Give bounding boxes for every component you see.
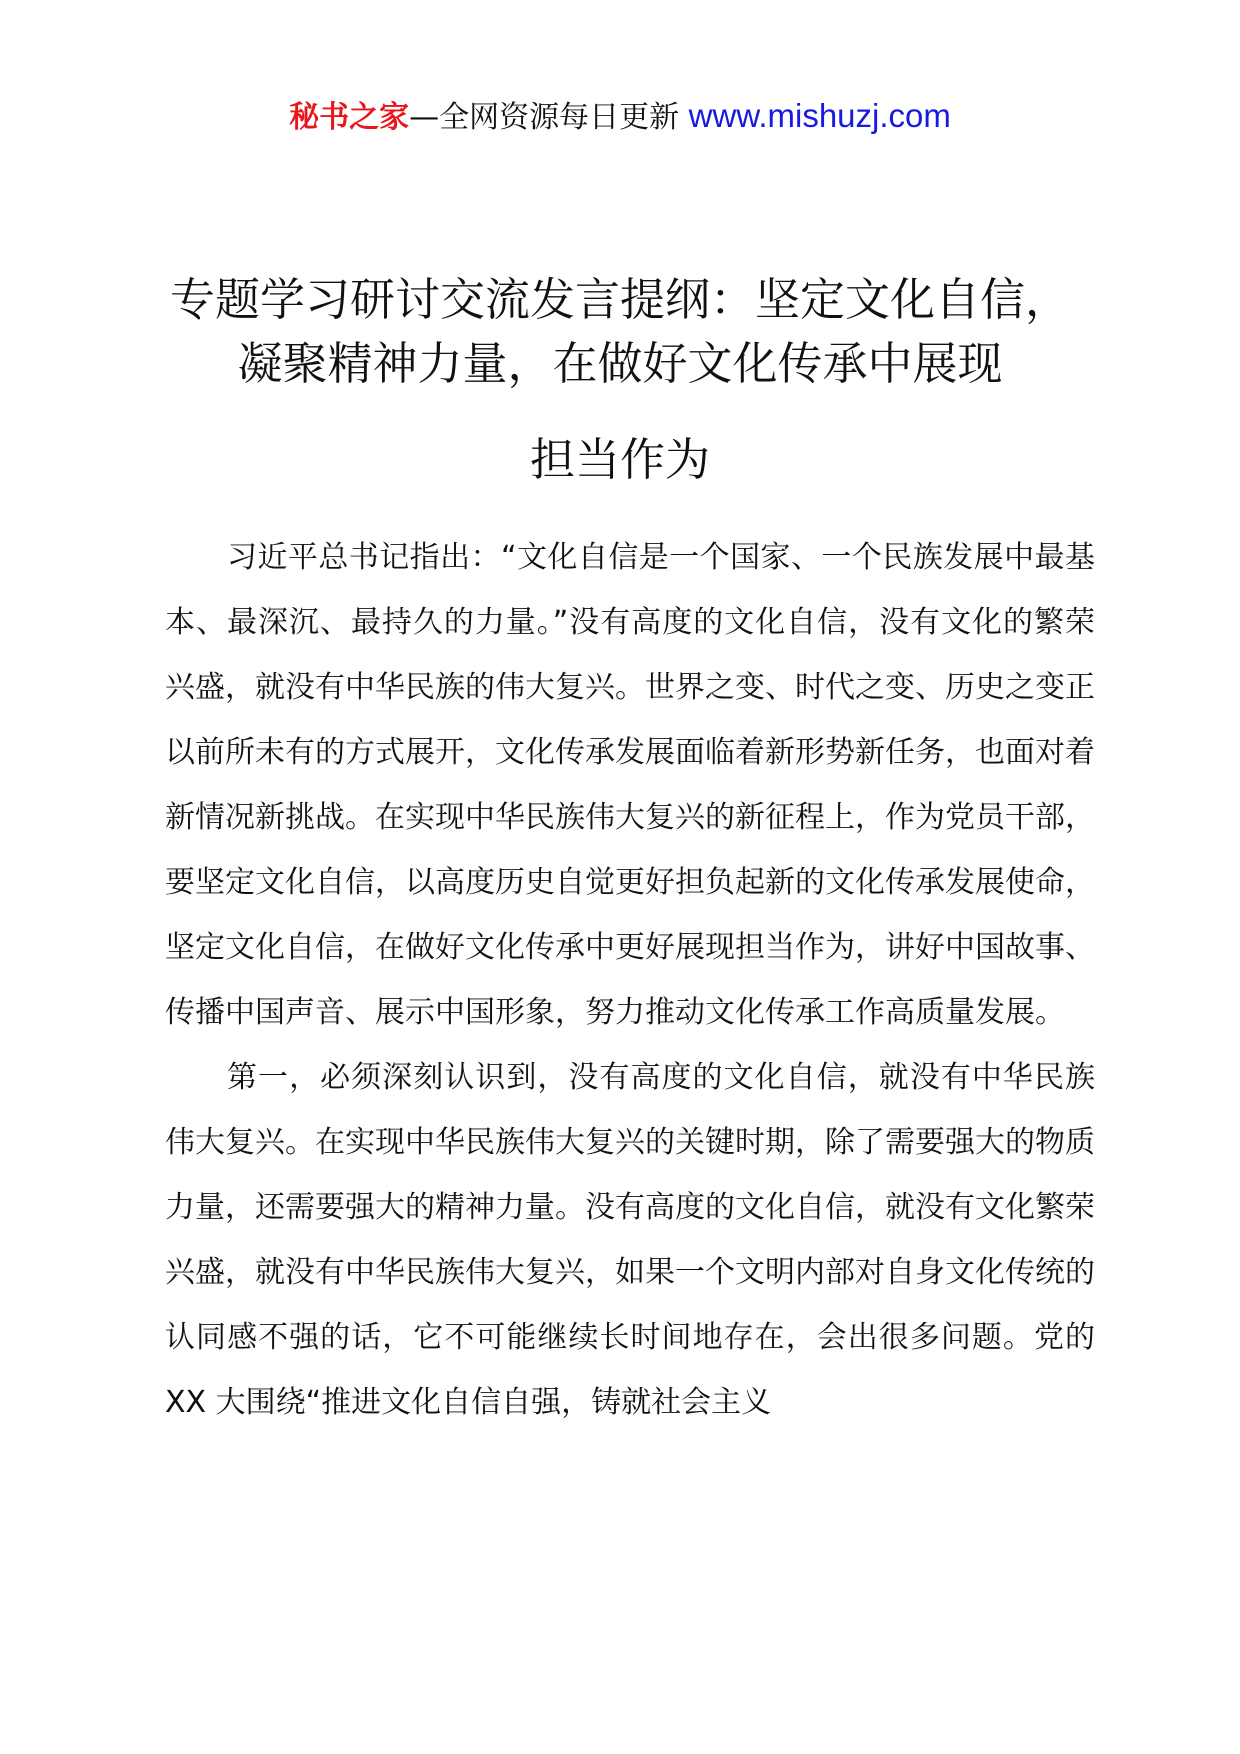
document-body (165, 525, 1095, 1435)
site-url-link[interactable]: www.mishuzj.com (688, 97, 951, 134)
document-title (140, 268, 1100, 492)
header-tagline: —全网资源每日更新 (409, 100, 689, 135)
title-line-1: 专题学习研讨交流发言提纲：坚定文化自信， (169, 273, 1070, 326)
title-line-2: 凝聚精神力量，在做好文化传承中展现 (237, 337, 1003, 390)
body-paragraph-2: 第一，必须深刻认识到，没有高度的文化自信，就没有中华民族伟大复兴。在实现中华民族伟大复兴的关键时期，除了需要强大的物质力量，还需要强大的精神力量。没有高度的文化自信，就没有文化繁荣兴盛，就没有中华民族伟大复兴，如果一个文明内部对自身文化传统的认同感不强的话，它不可能继续长时间地存在，会出很多问题。党的 XX 大围绕“推进文化自信自强，铸就社会主义 (165, 1060, 1095, 1420)
body-paragraph-1: 习近平总书记指出：“文化自信是一个国家、一个民族发展中最基本、最深沉、最持久的力量。”没有高度的文化自信，没有文化的繁荣兴盛，就没有中华民族的伟大复兴。世界之变、时代之变、历史之变正以前所未有的方式展开，文化传承发展面临着新形势新任务，也面对着新情况新挑战。在实现中华民族伟大复兴的新征程上，作为党员干部，要坚定文化自信，以高度历史自觉更好担负起新的文化传承发展使命，坚定文化自信，在做好文化传承中更好展现担当作为，讲好中国故事、传播中国声音、展示中国形象，努力推动文化传承工作高质量发展。 (165, 540, 1095, 1030)
site-header (0, 96, 1240, 138)
title-line-3: 担当作为 (529, 433, 710, 486)
brand-name: 秘书之家 (289, 100, 410, 135)
